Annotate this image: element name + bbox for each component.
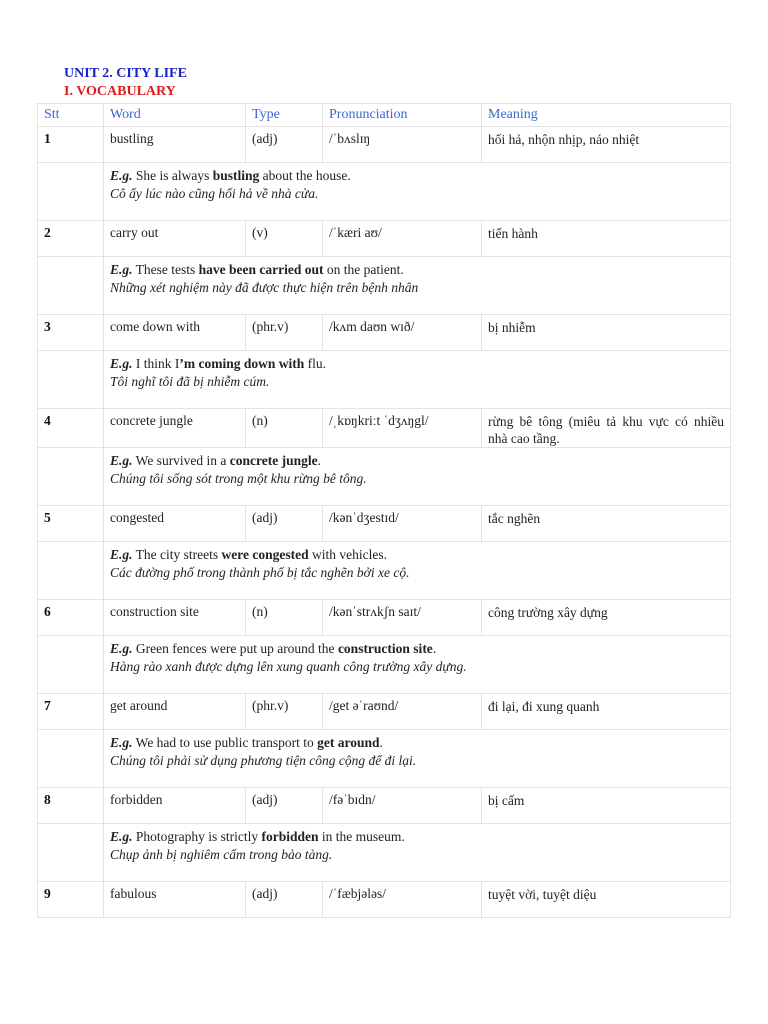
example-text-end: in the museum. (318, 829, 405, 844)
entry-word: fabulous (104, 882, 246, 918)
entry-type: (phr.v) (246, 694, 323, 730)
example-text: We had to use public transport to (135, 735, 318, 750)
example-highlight: construction site (337, 641, 433, 656)
entry-word: come down with (104, 315, 246, 351)
example-cell (104, 163, 731, 221)
example-text: These tests (135, 262, 199, 277)
entry-meaning: tuyệt vời, tuyệt diệu (482, 882, 731, 918)
entry-meaning: rừng bê tông (miêu tả khu vực có nhiều nhà cao tầng. (482, 409, 731, 448)
entry-number: 7 (38, 694, 104, 730)
entry-word: construction site (104, 600, 246, 636)
entry-pronunciation: /kənˈstrʌkʃn saɪt/ (323, 600, 482, 636)
entry-number: 2 (38, 221, 104, 257)
example-sentence (110, 828, 724, 846)
example-translation: Chúng tôi sống sót trong một khu rừng bê tông. (110, 471, 367, 486)
entry-pronunciation: /get əˈraʊnd/ (323, 694, 482, 730)
entry-word: carry out (104, 221, 246, 257)
entry-type: (adj) (246, 127, 323, 163)
entry-number: 3 (38, 315, 104, 351)
column-header-pronunciation: Pronunciation (323, 104, 482, 127)
example-translation: Những xét nghiệm này đã được thực hiện trên bệnh nhân (110, 280, 419, 295)
entry-number: 4 (38, 409, 104, 448)
entry-pronunciation: /fəˈbɪdn/ (323, 788, 482, 824)
table-row (38, 127, 731, 163)
entry-meaning: hối hả, nhộn nhịp, náo nhiệt (482, 127, 731, 163)
example-sentence (110, 261, 724, 279)
example-cell (104, 542, 731, 600)
entry-type: (adj) (246, 882, 323, 918)
example-sentence (110, 546, 724, 564)
example-text-end: with vehicles. (308, 547, 387, 562)
example-sentence (110, 452, 724, 470)
example-translation: Các đường phố trong thành phố bị tắc nghẽn bởi xe cộ. (110, 565, 410, 580)
example-row (38, 636, 731, 694)
column-header-word: Word (104, 104, 246, 127)
vocabulary-table (37, 103, 731, 918)
example-row (38, 163, 731, 221)
example-cell (104, 448, 731, 506)
example-text: The city streets (135, 547, 222, 562)
entry-meaning: bị nhiễm (482, 315, 731, 351)
example-spacer (38, 636, 104, 694)
entry-meaning: bị cấm (482, 788, 731, 824)
example-sentence (110, 167, 724, 185)
entry-number: 5 (38, 506, 104, 542)
example-text-end: . (379, 735, 383, 750)
example-label: E.g. (110, 356, 133, 371)
entry-pronunciation: /ˈkæri aʊ/ (323, 221, 482, 257)
entry-word: bustling (104, 127, 246, 163)
example-spacer (38, 448, 104, 506)
example-text-end: . (317, 453, 322, 468)
entry-word: get around (104, 694, 246, 730)
example-text-end: . (432, 641, 437, 656)
entry-pronunciation: /ˈbʌslɪŋ (323, 127, 482, 163)
entry-word: forbidden (104, 788, 246, 824)
example-cell (104, 257, 731, 315)
example-text: Green fences were put up around the (135, 641, 338, 656)
example-row (38, 257, 731, 315)
example-spacer (38, 730, 104, 788)
example-sentence (110, 640, 724, 658)
example-spacer (38, 163, 104, 221)
entry-pronunciation: /kʌm daʊn wɪð/ (323, 315, 482, 351)
column-header-type: Type (246, 104, 323, 127)
entry-word: congested (104, 506, 246, 542)
example-translation: Cô ấy lúc nào cũng hối hả về nhà cửa. (110, 186, 319, 201)
table-header-row (38, 104, 731, 127)
example-text: I think I (135, 356, 180, 371)
entry-type: (adj) (246, 506, 323, 542)
entry-meaning: đi lại, đi xung quanh (482, 694, 731, 730)
example-label: E.g. (110, 641, 133, 656)
entry-meaning: tắc nghẽn (482, 506, 731, 542)
example-highlight: have been carried out (198, 262, 324, 277)
example-cell (104, 636, 731, 694)
table-row (38, 506, 731, 542)
example-spacer (38, 542, 104, 600)
example-spacer (38, 351, 104, 409)
entry-meaning: tiến hành (482, 221, 731, 257)
example-highlight: bustling (212, 168, 260, 183)
example-label: E.g. (110, 547, 133, 562)
example-sentence (110, 355, 724, 373)
example-cell (104, 730, 731, 788)
example-text-end: about the house. (259, 168, 351, 183)
example-highlight: ’m coming down with (179, 356, 305, 371)
entry-number: 6 (38, 600, 104, 636)
example-label: E.g. (110, 453, 133, 468)
example-highlight: forbidden (261, 829, 319, 844)
unit-title: UNIT 2. CITY LIFE (64, 66, 187, 81)
table-row (38, 315, 731, 351)
entry-type: (phr.v) (246, 315, 323, 351)
example-spacer (38, 824, 104, 882)
example-translation: Chụp ảnh bị nghiêm cấm trong bảo tàng. (110, 847, 333, 862)
example-highlight: concrete jungle (229, 453, 318, 468)
entry-number: 8 (38, 788, 104, 824)
entry-type: (n) (246, 600, 323, 636)
example-text: She is always (135, 168, 213, 183)
example-translation: Hàng rào xanh được dựng lên xung quanh công trường xây dựng. (110, 659, 467, 674)
entry-pronunciation: /ˌkɒŋkriːt ˈdʒʌŋgl/ (323, 409, 482, 448)
example-row (38, 351, 731, 409)
entry-number: 1 (38, 127, 104, 163)
entry-pronunciation: /ˈfæbjələs/ (323, 882, 482, 918)
entry-word: concrete jungle (104, 409, 246, 448)
example-spacer (38, 257, 104, 315)
section-title: I. VOCABULARY (64, 84, 176, 99)
table-row (38, 882, 731, 918)
example-row (38, 730, 731, 788)
example-text-end: on the patient. (323, 262, 404, 277)
table-row (38, 600, 731, 636)
example-text: We survived in a (135, 453, 230, 468)
example-translation: Chúng tôi phải sử dụng phương tiện công cộng để đi lại. (110, 753, 417, 768)
example-label: E.g. (110, 829, 133, 844)
entry-type: (v) (246, 221, 323, 257)
table-row (38, 788, 731, 824)
entry-number: 9 (38, 882, 104, 918)
example-label: E.g. (110, 735, 133, 750)
example-text-end: flu. (304, 356, 327, 371)
example-cell (104, 351, 731, 409)
column-header-stt: Stt (38, 104, 104, 127)
entry-type: (n) (246, 409, 323, 448)
example-translation: Tôi nghĩ tôi đã bị nhiễm cúm. (110, 374, 270, 389)
example-sentence (110, 734, 724, 752)
example-row (38, 448, 731, 506)
table-row (38, 221, 731, 257)
example-highlight: get around (317, 735, 380, 750)
example-label: E.g. (110, 262, 133, 277)
entry-meaning: công trường xây dựng (482, 600, 731, 636)
example-label: E.g. (110, 168, 133, 183)
example-highlight: were congested (221, 547, 309, 562)
example-cell (104, 824, 731, 882)
table-row (38, 694, 731, 730)
example-row (38, 542, 731, 600)
example-row (38, 824, 731, 882)
entry-pronunciation: /kənˈdʒestɪd/ (323, 506, 482, 542)
example-text: Photography is strictly (135, 829, 262, 844)
table-row (38, 409, 731, 448)
entry-type: (adj) (246, 788, 323, 824)
column-header-meaning: Meaning (482, 104, 731, 127)
